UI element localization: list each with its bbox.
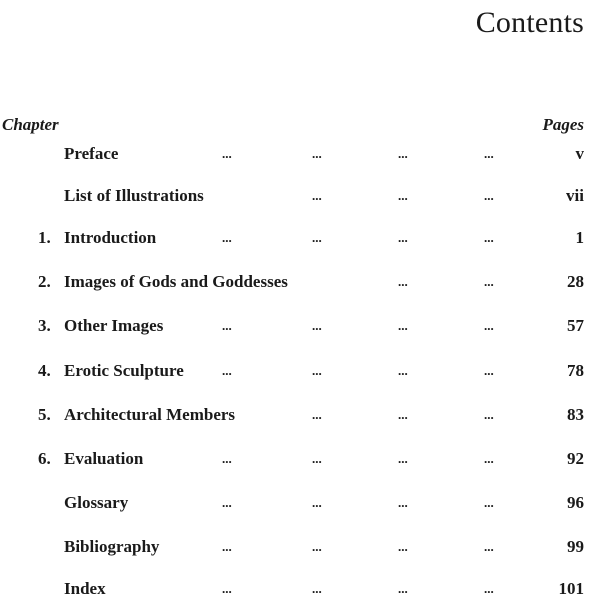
toc-entry	[0, 491, 600, 515]
dot-leader: ...	[398, 363, 408, 378]
entry-title: Glossary	[64, 493, 129, 512]
dot-leader: ...	[484, 230, 494, 245]
entry-title: Erotic Sculpture	[64, 361, 184, 380]
chapter-number: 1.	[38, 228, 51, 247]
page-number: 28	[567, 272, 584, 291]
page-title: Contents	[475, 6, 584, 39]
dot-leader: ...	[398, 407, 408, 422]
entry-title: Images of Gods and Goddesses	[64, 272, 288, 291]
dot-leader: ...	[312, 495, 322, 510]
page-number: 57	[567, 316, 584, 335]
dot-leader: ...	[398, 230, 408, 245]
toc-entry	[0, 270, 600, 294]
dot-leader: ...	[484, 451, 494, 466]
page-number: 101	[558, 579, 584, 598]
chapter-number: 5.	[38, 405, 51, 424]
dot-leader: ...	[484, 407, 494, 422]
page-number: 1	[575, 228, 584, 247]
dot-leader: ...	[312, 188, 322, 203]
dot-leader: ...	[398, 539, 408, 554]
entry-title: Evaluation	[64, 449, 144, 468]
entry-title: Architectural Members	[64, 405, 236, 424]
dot-leader: ...	[312, 146, 322, 161]
page-number: 78	[567, 361, 584, 380]
toc-entry	[0, 403, 600, 427]
dot-leader: ...	[222, 581, 232, 596]
toc-entry	[0, 535, 600, 559]
dot-leader: ...	[398, 274, 408, 289]
dot-leader: ...	[398, 451, 408, 466]
dot-leader: ...	[222, 539, 232, 554]
dot-leader: ...	[398, 318, 408, 333]
dot-leader: ...	[312, 451, 322, 466]
chapter-number: 3.	[38, 316, 51, 335]
entry-title: List of Illustrations	[64, 186, 204, 205]
toc-entry	[0, 142, 600, 166]
entry-title: Index	[64, 579, 106, 598]
toc-entry	[0, 359, 600, 383]
dot-leader: ...	[484, 539, 494, 554]
dot-leader: ...	[312, 581, 322, 596]
chapter-column-heading: Chapter	[2, 115, 59, 134]
page-number: 99	[567, 537, 584, 556]
dot-leader: ...	[222, 363, 232, 378]
dot-leader: ...	[312, 318, 322, 333]
entry-title: Introduction	[64, 228, 157, 247]
dot-leader: ...	[484, 188, 494, 203]
chapter-number: 2.	[38, 272, 51, 291]
dot-leader: ...	[484, 495, 494, 510]
entry-title: Preface	[64, 144, 119, 163]
toc-entry	[0, 447, 600, 471]
dot-leader: ...	[222, 146, 232, 161]
dot-leader: ...	[222, 318, 232, 333]
dot-leader: ...	[312, 230, 322, 245]
dot-leader: ...	[312, 539, 322, 554]
page-number: 96	[567, 493, 584, 512]
dot-leader: ...	[398, 188, 408, 203]
chapter-number: 4.	[38, 361, 51, 380]
toc-entry	[0, 577, 600, 601]
entry-title: Other Images	[64, 316, 164, 335]
dot-leader: ...	[484, 146, 494, 161]
toc-entry	[0, 184, 600, 208]
page-number: v	[575, 144, 584, 163]
dot-leader: ...	[312, 407, 322, 422]
toc-entry	[0, 226, 600, 250]
chapter-number: 6.	[38, 449, 51, 468]
dot-leader: ...	[398, 146, 408, 161]
dot-leader: ...	[484, 581, 494, 596]
toc-entry	[0, 314, 600, 338]
dot-leader: ...	[398, 581, 408, 596]
dot-leader: ...	[484, 318, 494, 333]
dot-leader: ...	[484, 274, 494, 289]
page-number: 92	[567, 449, 584, 468]
dot-leader: ...	[222, 230, 232, 245]
dot-leader: ...	[222, 495, 232, 510]
dot-leader: ...	[222, 451, 232, 466]
dot-leader: ...	[484, 363, 494, 378]
entry-title: Bibliography	[64, 537, 160, 556]
dot-leader: ...	[398, 495, 408, 510]
pages-column-heading: Pages	[542, 115, 584, 134]
page-number: vii	[566, 186, 584, 205]
dot-leader: ...	[312, 363, 322, 378]
page-number: 83	[567, 405, 584, 424]
